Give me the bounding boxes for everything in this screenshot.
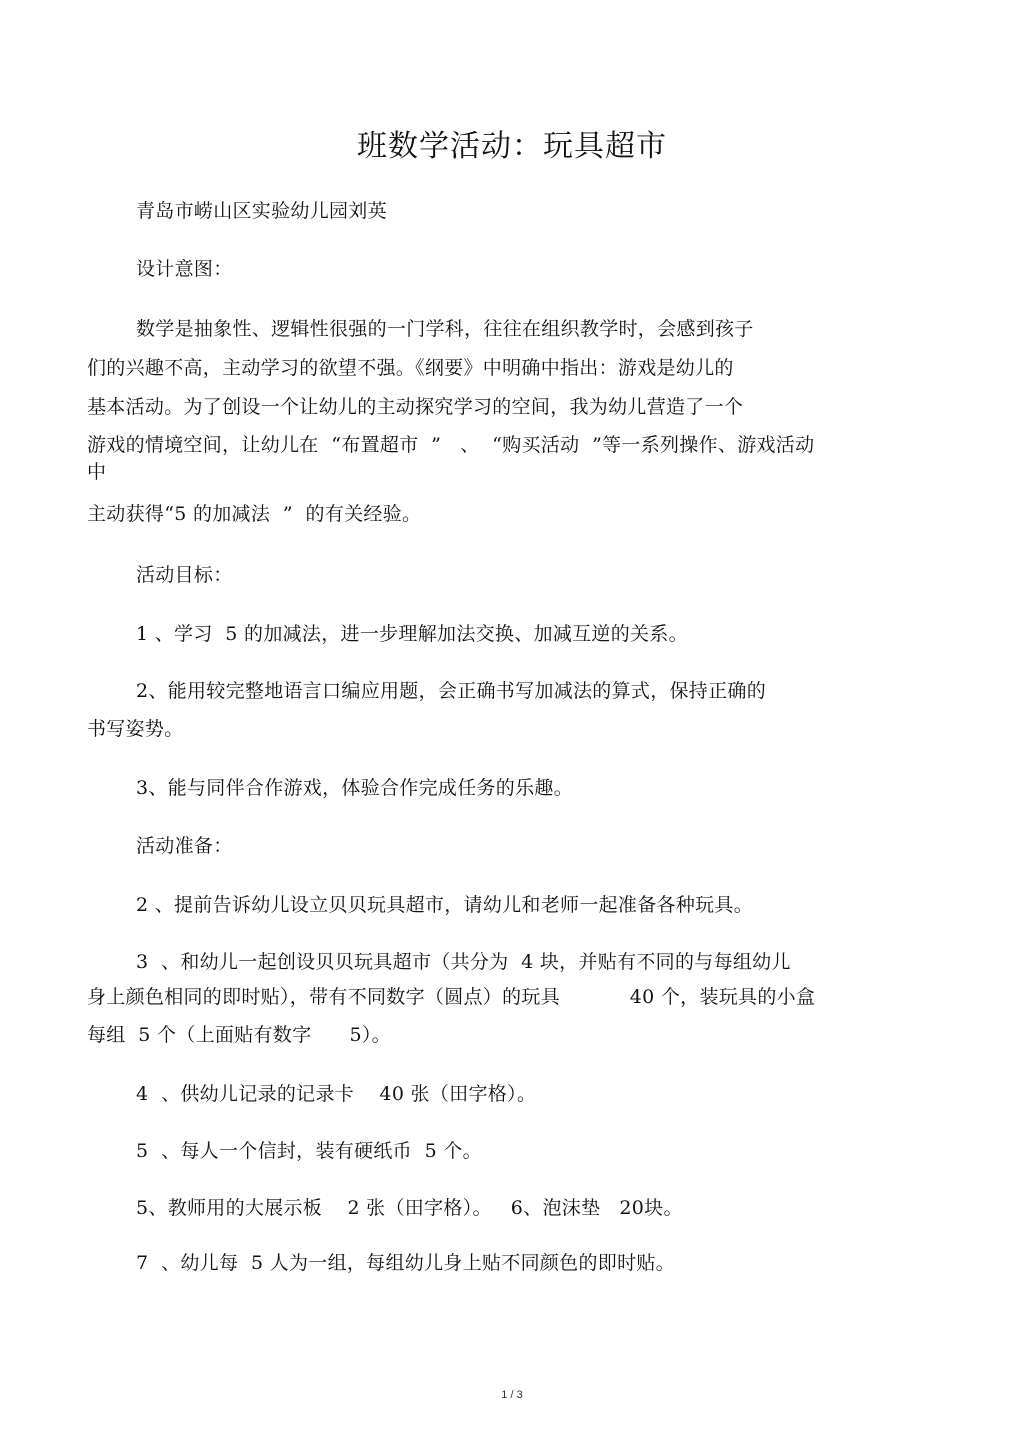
preparation-heading: 活动准备： (136, 835, 233, 857)
goal-item: 2、能用较完整地语言口编应用题，会正确书写加减法的算式，保持正确的 (136, 680, 766, 702)
goals-heading: 活动目标： (136, 564, 233, 586)
design-intent-heading: 设计意图： (136, 258, 233, 280)
preparation-item-continuation: 身上颜色相同的即时贴），带有不同数字（圆点）的玩具 40 个，装玩具的小盒 (87, 986, 816, 1008)
design-intent-line: 中 (87, 461, 107, 483)
design-intent-line: 主动获得“5 的加减法 ” 的有关经验。 (87, 503, 422, 525)
preparation-item-continuation: 每组 5 个（上面贴有数字 5）。 (87, 1024, 391, 1046)
preparation-item: 5 、每人一个信封，装有硬纸币 5 个。 (136, 1140, 482, 1162)
design-intent-line: 基本活动。为了创设一个让幼儿的主动探究学习的空间，我为幼儿营造了一个 (87, 396, 744, 418)
preparation-item: 5、教师用的大展示板 2 张（田字格）。 6、泡沫垫 20块。 (136, 1197, 683, 1219)
goal-item-continuation: 书写姿势。 (87, 718, 184, 740)
design-intent-line: 游戏的情境空间，让幼儿在 “布置超市 ” 、 “购买活动 ”等一系列操作、游戏活动 (87, 434, 815, 456)
preparation-item: 4 、供幼儿记录的记录卡 40 张（田字格）。 (136, 1083, 537, 1105)
preparation-item: 7 、幼儿每 5 人为一组，每组幼儿身上贴不同颜色的即时贴。 (136, 1252, 675, 1274)
design-intent-line: 们的兴趣不高，主动学习的欲望不强。《纲要》中明确中指出：游戏是幼儿的 (87, 357, 734, 379)
author-line: 青岛市崂山区实验幼儿园刘英 (136, 200, 387, 222)
page-number: 1 / 3 (501, 1389, 523, 1401)
goal-item: 3、能与同伴合作游戏，体验合作完成任务的乐趣。 (136, 777, 573, 799)
page-title: 班数学活动：玩具超市 (357, 129, 667, 164)
preparation-item: 3 、和幼儿一起创设贝贝玩具超市（共分为 4 块，并贴有不同的与每组幼儿 (136, 951, 791, 973)
preparation-item: 2 、提前告诉幼儿设立贝贝玩具超市，请幼儿和老师一起准备各种玩具。 (136, 894, 754, 916)
design-intent-line: 数学是抽象性、逻辑性很强的一门学科，往往在组织教学时，会感到孩子 (136, 318, 754, 340)
goal-item: 1 、学习 5 的加减法，进一步理解加法交换、加减互逆的关系。 (136, 623, 688, 645)
